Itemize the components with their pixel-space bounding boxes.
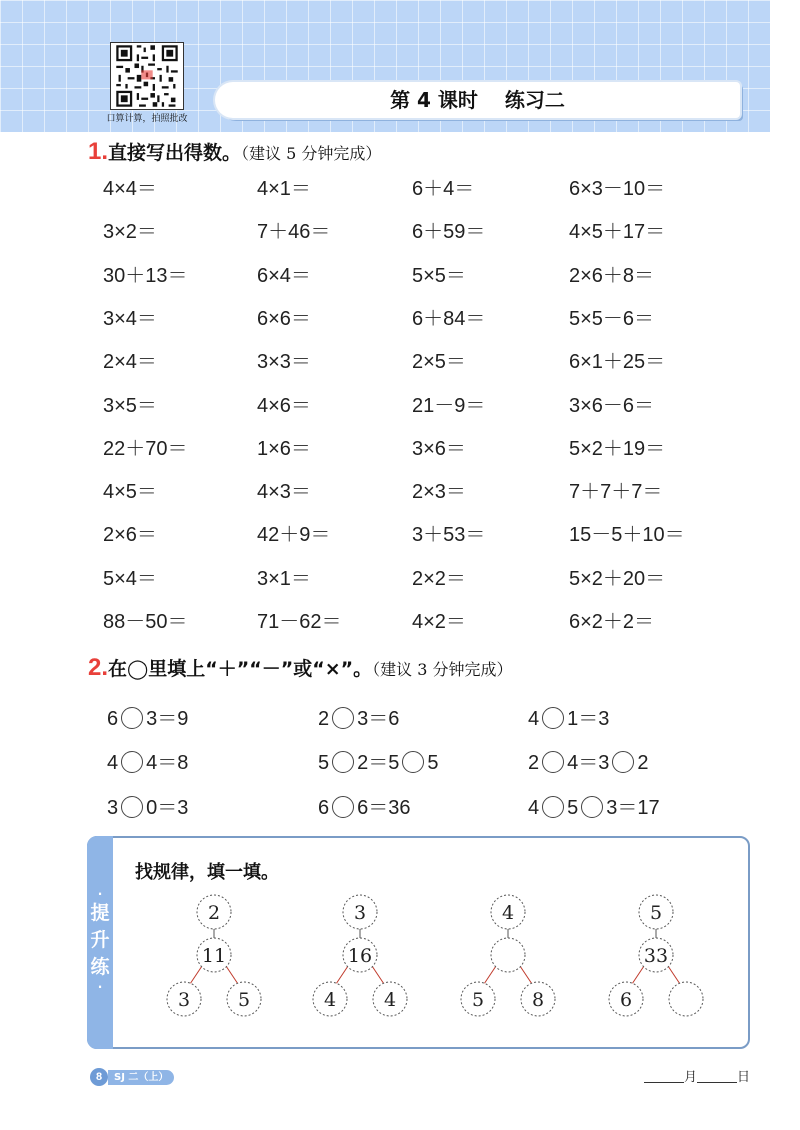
enhance-tab-char-2: 升 — [90, 929, 110, 951]
calc-item: 6×3－10＝ — [569, 178, 666, 200]
enhance-tab: · 提 升 练 · — [87, 836, 113, 1049]
tree-node-value: 5 — [649, 902, 663, 924]
operator-item-text: 5 — [427, 752, 439, 774]
operator-item-text: 4＝8 — [146, 752, 189, 774]
calc-item: 4×5＋17＝ — [569, 221, 666, 244]
book-label: SJ 二（上） — [108, 1070, 174, 1085]
operator-item — [528, 746, 649, 775]
calc-item: 21－9＝ — [412, 394, 486, 417]
lesson-title: 第 4 课时 练习二 — [215, 82, 740, 118]
number-tree — [609, 895, 703, 1016]
calc-item: 5×2＋19＝ — [569, 437, 666, 460]
section-1-note: （建议 5 分钟完成） — [241, 144, 382, 163]
calc-item: 4×1＝ — [257, 178, 311, 200]
section-2-heading — [88, 654, 512, 682]
tree-node-value: 4 — [383, 989, 397, 1011]
operator-item-text: 4＝3 — [567, 752, 610, 774]
tree-node-value: 4 — [323, 989, 337, 1011]
calc-item: 88－50＝ — [103, 611, 188, 633]
calc-item: 4×6＝ — [257, 394, 311, 417]
operator-item-text: 1＝3 — [567, 708, 610, 730]
month-label: 月 — [683, 1070, 697, 1085]
day-blank[interactable] — [697, 1082, 737, 1083]
tree-node-blank[interactable] — [491, 938, 525, 972]
operator-circle-blank[interactable] — [542, 796, 564, 818]
operator-item-text: 3＝17 — [606, 797, 660, 819]
enhance-tab-char-3: 练 — [90, 956, 110, 978]
tree-node-value: 5 — [471, 989, 485, 1011]
operator-circle-blank[interactable] — [581, 796, 603, 818]
operator-item-text: 5 — [567, 797, 579, 819]
operator-item — [528, 791, 660, 820]
calc-item: 2×6＋8＝ — [569, 264, 655, 287]
number-tree — [461, 895, 555, 1016]
operator-circle-blank[interactable] — [402, 751, 424, 773]
tree-node-value: 16 — [347, 945, 373, 967]
operator-item-text: 2＝5 — [357, 752, 400, 774]
calc-item: 3×6－6＝ — [569, 394, 655, 417]
operator-circle-blank[interactable] — [542, 707, 564, 729]
calc-item: 30＋13＝ — [103, 264, 188, 287]
calc-item: 5×5＝ — [412, 264, 466, 287]
operator-item-text: 4 — [528, 708, 540, 730]
calc-item: 4×3＝ — [257, 481, 311, 504]
calc-item: 7＋7＋7＝ — [569, 481, 663, 504]
calc-item: 3×3＝ — [257, 351, 311, 374]
tree-node-value: 6 — [619, 989, 633, 1011]
tree-link — [226, 966, 238, 984]
tree-node-value: 11 — [201, 945, 227, 967]
section-1-number: 1. — [88, 138, 109, 165]
tree-link — [668, 966, 680, 984]
calc-item: 2×2＝ — [412, 567, 466, 590]
calc-item: 15－5＋10＝ — [569, 524, 685, 547]
tree-link — [632, 966, 644, 984]
section-1-heading — [88, 138, 381, 166]
operator-circle-blank[interactable] — [542, 751, 564, 773]
calc-item: 42＋9＝ — [257, 524, 331, 547]
operator-circle-blank[interactable] — [332, 751, 354, 773]
tree-node-value: 33 — [643, 945, 669, 967]
section-2-note: （建议 3 分钟完成） — [372, 660, 513, 679]
operator-circle-blank[interactable] — [332, 707, 354, 729]
calc-item: 3×6＝ — [412, 437, 466, 460]
calc-item: 5×4＝ — [103, 567, 157, 590]
calc-item: 6×6＝ — [257, 307, 311, 330]
section-2-number: 2. — [88, 654, 109, 681]
day-label: 日 — [736, 1070, 750, 1085]
operator-item-text: 5 — [318, 752, 330, 774]
calc-item: 3×2＝ — [103, 221, 157, 244]
tree-link — [520, 966, 532, 984]
operator-circle-blank[interactable] — [332, 796, 354, 818]
calc-item: 5×5－6＝ — [569, 307, 655, 330]
date-line — [644, 1066, 750, 1085]
tree-node-value: 5 — [237, 989, 251, 1011]
calc-item: 7＋46＝ — [257, 221, 331, 244]
section-1-title: 直接写出得数。 — [108, 142, 242, 164]
calc-item: 2×3＝ — [412, 481, 466, 504]
operator-circle-blank[interactable] — [121, 796, 143, 818]
operator-item — [318, 702, 399, 731]
operator-item-text: 4 — [528, 797, 540, 819]
operator-circle-blank[interactable] — [121, 751, 143, 773]
operator-circle-blank[interactable] — [121, 707, 143, 729]
number-tree — [167, 895, 261, 1016]
qr-code-icon — [111, 43, 183, 109]
operator-item-text: 3＝9 — [146, 708, 189, 730]
calc-item: 3＋53＝ — [412, 524, 486, 547]
calc-item: 2×4＝ — [103, 351, 157, 374]
operator-item — [318, 746, 439, 775]
operator-item — [107, 746, 188, 775]
operator-item — [318, 791, 411, 820]
operator-item — [528, 702, 609, 731]
operator-item-text: 3 — [107, 797, 119, 819]
enhance-tab-char-1: 提 — [90, 902, 110, 924]
qr-caption: 口算计算，拍照批改 — [106, 114, 188, 124]
section-2-title: 在◯里填上“＋”“－”或“×”。 — [108, 658, 373, 680]
operator-item-text: 6 — [107, 708, 119, 730]
enhance-title: 找规律，填一填。 — [135, 862, 279, 883]
qr-code[interactable] — [110, 42, 184, 110]
operator-item-text: 4 — [107, 752, 119, 774]
tree-link — [190, 966, 202, 984]
operator-circle-blank[interactable] — [612, 751, 634, 773]
operator-item-text: 6 — [318, 797, 330, 819]
calc-item: 6×1＋25＝ — [569, 351, 666, 374]
calc-item: 4×5＝ — [103, 481, 157, 504]
number-trees — [150, 880, 750, 1030]
tree-node-value: 8 — [531, 989, 545, 1011]
tree-link — [484, 966, 496, 984]
calc-item: 6×2＋2＝ — [569, 611, 655, 633]
calc-item: 4×4＝ — [103, 178, 157, 200]
calc-item: 6＋84＝ — [412, 307, 486, 330]
calc-item: 22＋70＝ — [103, 437, 188, 460]
calc-item: 6＋59＝ — [412, 221, 486, 244]
number-tree — [313, 895, 407, 1016]
page-number: 8 — [90, 1068, 108, 1086]
calc-item: 3×5＝ — [103, 394, 157, 417]
calc-item: 3×4＝ — [103, 307, 157, 330]
operator-item-text: 2 — [528, 752, 540, 774]
calc-item: 1×6＝ — [257, 437, 311, 460]
tree-node-value: 3 — [177, 989, 191, 1011]
calc-item: 6＋4＝ — [412, 178, 475, 200]
tree-node-blank[interactable] — [669, 982, 703, 1016]
calc-item: 2×6＝ — [103, 524, 157, 547]
tree-link — [336, 966, 348, 984]
operator-item — [107, 702, 188, 731]
tree-node-value: 3 — [353, 902, 367, 924]
tree-link — [372, 966, 384, 984]
operator-item-text: 3＝6 — [357, 708, 400, 730]
calc-item: 71－62＝ — [257, 611, 342, 633]
operator-item-text: 2 — [637, 752, 649, 774]
month-blank[interactable] — [644, 1082, 684, 1083]
calc-item: 3×1＝ — [257, 567, 311, 590]
tree-node-value: 2 — [207, 902, 221, 924]
operator-item-text: 0＝3 — [146, 797, 189, 819]
operator-item — [107, 791, 188, 820]
operator-item-text: 2 — [318, 708, 330, 730]
calc-item: 5×2＋20＝ — [569, 567, 666, 590]
calc-item: 2×5＝ — [412, 351, 466, 374]
calc-item: 4×2＝ — [412, 611, 466, 633]
operator-item-text: 6＝36 — [357, 797, 411, 819]
tree-node-value: 4 — [501, 902, 515, 924]
calc-item: 6×4＝ — [257, 264, 311, 287]
